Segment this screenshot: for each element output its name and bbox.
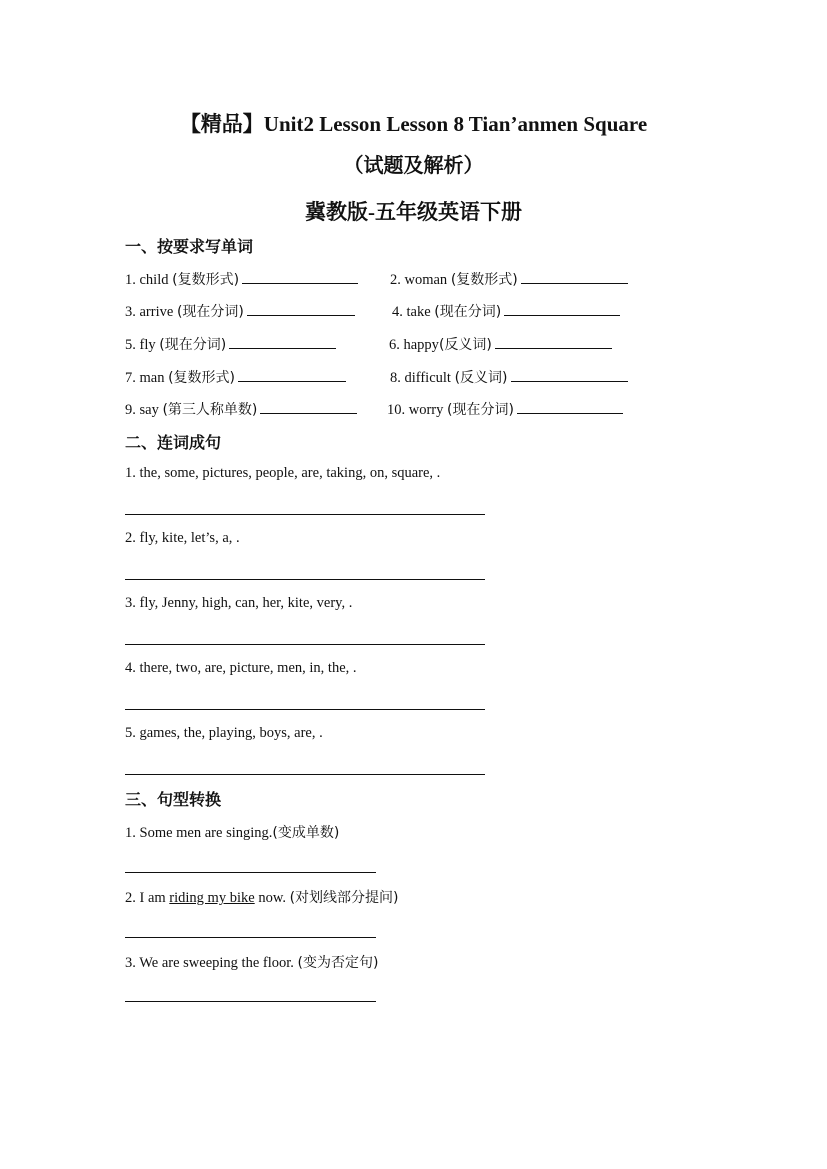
answer-line[interactable] <box>125 774 485 775</box>
answer-line[interactable] <box>125 872 376 873</box>
item-text: 1. Some men are singing. <box>125 825 273 841</box>
answer-blank[interactable] <box>247 301 355 316</box>
item-hint: (对划线部分提问) <box>289 890 399 906</box>
sentence-item-2: 2. fly, kite, let’s, a, . <box>125 530 240 546</box>
item-hint: (现在分词) <box>159 337 227 353</box>
item-text: 2. I am <box>125 890 170 906</box>
item-hint: (变为否定句) <box>297 955 379 971</box>
answer-line[interactable] <box>125 579 485 580</box>
word-item-8 <box>390 367 628 387</box>
item-word: 4. take <box>392 304 435 320</box>
answer-blank[interactable] <box>229 334 336 349</box>
answer-blank[interactable] <box>242 269 358 284</box>
word-item-6 <box>389 334 612 354</box>
word-item-4 <box>392 301 620 321</box>
section2-heading: 二、连词成句 <box>125 433 222 452</box>
answer-blank[interactable] <box>504 301 620 316</box>
worksheet-subtitle: （试题及解析） <box>343 155 484 177</box>
answer-blank[interactable] <box>238 367 346 382</box>
word-item-9 <box>125 399 357 419</box>
answer-blank[interactable] <box>511 367 628 382</box>
transform-item-1 <box>125 822 339 842</box>
item-hint: (变成单数) <box>272 825 340 841</box>
item-word: 8. difficult <box>390 370 455 386</box>
answer-blank[interactable] <box>521 269 628 284</box>
underlined-phrase: riding my bike <box>169 890 255 906</box>
answer-line[interactable] <box>125 514 485 515</box>
item-hint: (复数形式) <box>168 370 236 386</box>
answer-line[interactable] <box>125 709 485 710</box>
answer-line[interactable] <box>125 937 376 938</box>
sentence-item-5: 5. games, the, playing, boys, are, . <box>125 725 323 741</box>
word-item-2 <box>390 269 628 289</box>
sentence-item-4: 4. there, two, are, picture, men, in, the, . <box>125 660 357 676</box>
item-hint: (复数形式) <box>450 272 518 288</box>
word-item-1 <box>125 269 358 289</box>
worksheet-title: 【精品】Unit2 Lesson Lesson 8 Tian’anmen Square <box>179 112 648 136</box>
transform-item-2 <box>125 887 399 907</box>
sentence-item-3: 3. fly, Jenny, high, can, her, kite, very, . <box>125 595 353 611</box>
item-hint: (第三人称单数) <box>162 402 258 418</box>
item-hint: (反义词) <box>454 370 508 386</box>
item-word: 10. worry <box>387 402 448 418</box>
item-word: 2. woman <box>390 272 451 288</box>
item-word: 3. arrive <box>125 304 177 320</box>
item-word: 7. man <box>125 370 169 386</box>
word-item-10 <box>387 399 623 419</box>
transform-item-3 <box>125 952 378 972</box>
item-hint: (复数形式) <box>172 272 240 288</box>
item-word: 1. child <box>125 272 173 288</box>
word-item-3 <box>125 301 355 321</box>
item-hint: (反义词) <box>438 337 492 353</box>
item-word: 5. fly <box>125 337 160 353</box>
item-text: now. <box>254 890 290 906</box>
word-item-5 <box>125 334 336 354</box>
answer-line[interactable] <box>125 1001 376 1002</box>
section3-heading: 三、句型转换 <box>125 790 222 809</box>
item-hint: (现在分词) <box>434 304 502 320</box>
worksheet-textbook: 冀教版-五年级英语下册 <box>305 200 522 224</box>
answer-blank[interactable] <box>517 399 623 414</box>
item-hint: (现在分词) <box>447 402 514 418</box>
answer-line[interactable] <box>125 644 485 645</box>
answer-blank[interactable] <box>495 334 612 349</box>
item-word: 9. say <box>125 402 163 418</box>
sentence-item-1: 1. the, some, pictures, people, are, taking, on, square, . <box>125 465 441 481</box>
item-word: 6. happy <box>389 337 439 353</box>
word-item-7 <box>125 367 346 387</box>
item-hint: (现在分词) <box>176 304 244 320</box>
answer-blank[interactable] <box>260 399 357 414</box>
item-text: 3. We are sweeping the floor. <box>125 955 298 971</box>
section1-heading: 一、按要求写单词 <box>125 237 254 256</box>
